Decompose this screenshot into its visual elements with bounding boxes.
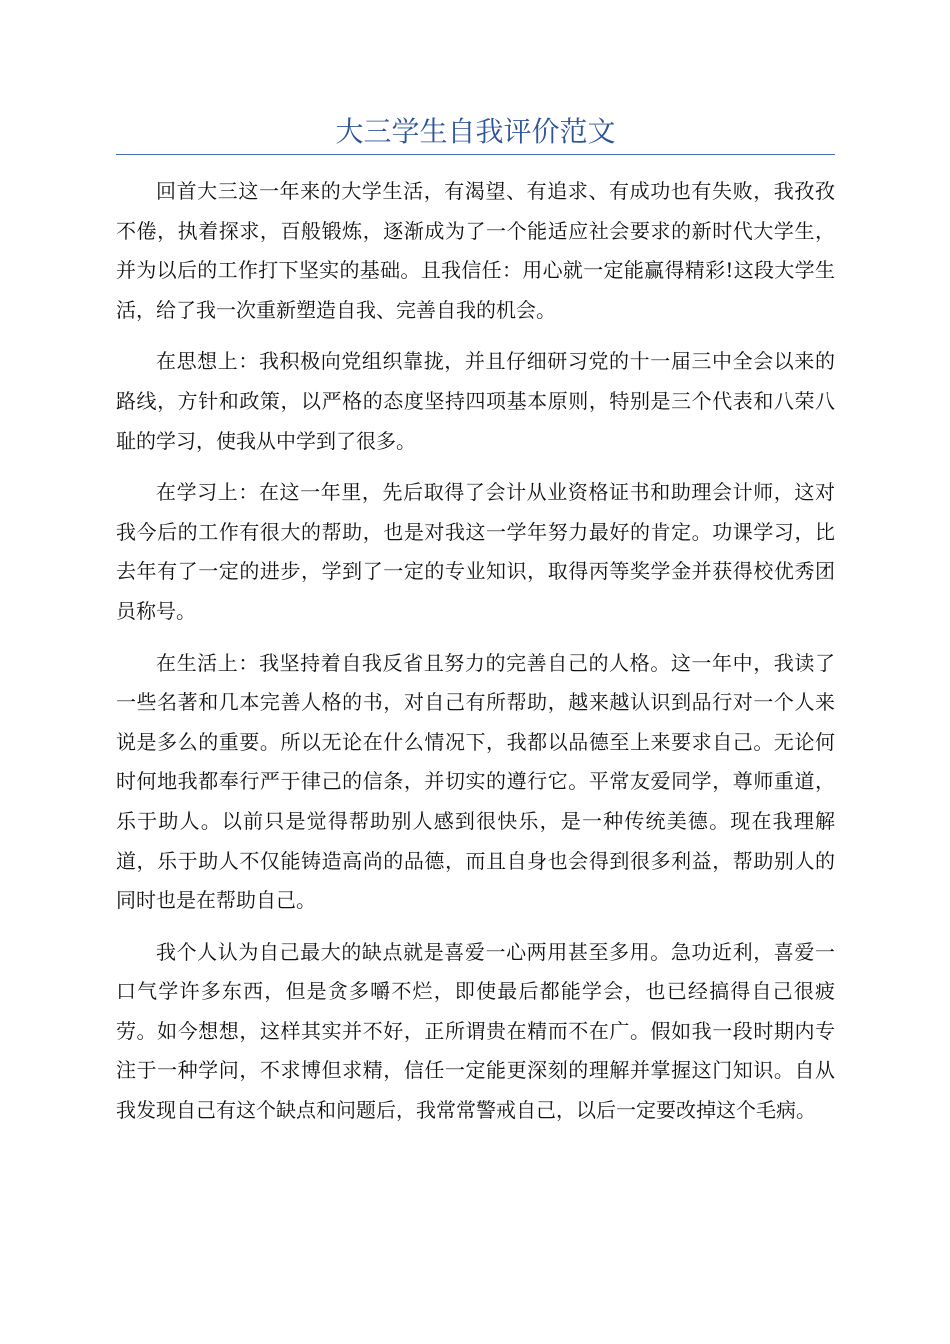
paragraph-life: 在生活上：我坚持着自我反省且努力的完善自己的人格。这一年中，我读了一些名著和几本完善人格的书，对自己有所帮助，越来越认识到品行对一个人来说是多么的重要。所以无论在什么情况下，我都以品德至上来要求自己。无论何时何地我都奉行严于律己的信条，并切实的遵行它。平常友爱同学，尊师重道，乐于助人。以前只是觉得帮助别人感到很快乐，是一种传统美德。现在我理解道，乐于助人不仅能铸造高尚的品德，而且自身也会得到很多利益，帮助别人的同时也是在帮助自己。 xyxy=(116,650,835,913)
paragraph-shortcoming: 我个人认为自己最大的缺点就是喜爱一心两用甚至多用。急功近利，喜爱一口气学许多东西，但是贪多嚼不烂，即使最后都能学会，也已经搞得自己很疲劳。如今想想，这样其实并不好，正所谓贵在精而不在广。假如我一段时期内专注于一种学问，不求博但求精，信任一定能更深刻的理解并掌握这门知识。自从我发现自己有这个缺点和问题后，我常常警戒自己，以后一定要改掉这个毛病。 xyxy=(116,939,835,1123)
paragraph-thought: 在思想上：我积极向党组织靠拢，并且仔细研习党的十一届三中全会以来的路线，方针和政策，以严格的态度坚持四项基本原则，特别是三个代表和八荣八耻的学习，使我从中学到了很多。 xyxy=(116,349,835,453)
paragraph-intro: 回首大三这一年来的大学生活，有渴望、有追求、有成功也有失败，我孜孜不倦，执着探求，百般锻炼，逐渐成为了一个能适应社会要求的新时代大学生，并为以后的工作打下坚实的基础。且我信任：用心就一定能赢得精彩!这段大学生活，给了我一次重新塑造自我、完善自我的机会。 xyxy=(116,179,835,322)
page-title: 大三学生自我评价范文 xyxy=(335,115,616,148)
title-underline xyxy=(116,154,835,155)
document-body xyxy=(116,172,835,1143)
paragraph-study: 在学习上：在这一年里，先后取得了会计从业资格证书和助理会计师，这对我今后的工作有很大的帮助，也是对我这一学年努力最好的肯定。功课学习，比去年有了一定的进步，学到了一定的专业知识，取得丙等奖学金并获得校优秀团员称号。 xyxy=(116,480,835,623)
